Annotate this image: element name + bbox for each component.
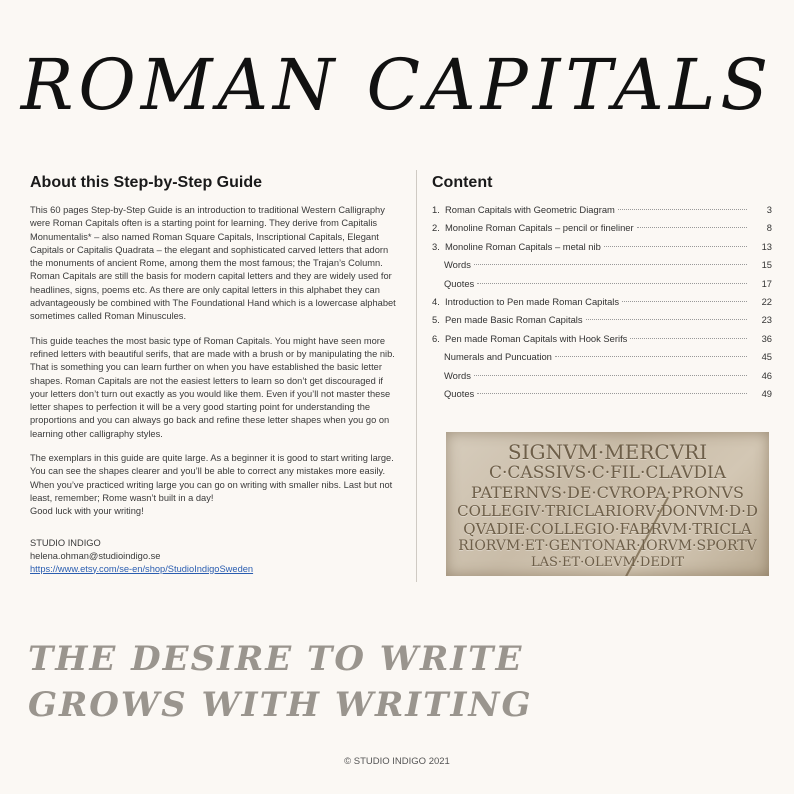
inscription-line: LAS·ET·OLEVM·DEDIT <box>530 555 685 570</box>
toc-row <box>432 222 772 240</box>
toc-page-number: 13 <box>761 240 772 252</box>
toc-number: 3. <box>432 240 440 252</box>
toc-row <box>432 259 772 277</box>
about-heading: About this Step-by-Step Guide <box>30 174 262 191</box>
about-section <box>30 174 402 576</box>
toc-page-number: 46 <box>761 369 772 381</box>
about-paragraph: This 60 pages Step-by-Step Guide is an introduction to traditional Western Calligraphy were Roman Capitals often is a starting point for learning. They derive from Capitalis Monumentalis* – also named Roman Square Capitals, Inscriptional Capitals, Elegant Capitals or Capitalis Quadrata – the elegant and sophisticated carved letters that adorn the monuments of ancient Rome, among them the most famous; the Trajan’s Column. Roman Capitals are still the basis for modern capital letters and they are widely used for headlines, signs, poems etc. As there are only capital letters in this alphabet they can advantageously be combined with The Foundational Hand which is a lowercase alphabet sometimes called Roman Minuscules. <box>30 205 396 322</box>
toc-row <box>432 296 772 314</box>
toc-page-number: 45 <box>761 351 772 363</box>
about-paragraph: This guide teaches the most basic type of Roman Capitals. You might have seen more refined letters with beautiful serifs, that are made with a brush or by manipulating the nib. That is something you can learn further on when you have established the basic letter shapes. Roman Capitals are not the easiest letters to learn so don’t get discouraged if your letters don’t turn out exactly as you would like them. Even if you’ll not master these letter shapes to perfection it will be a very good starting point for understanding the proportions and you can always go back and refine these letter shapes when you go on learning other calligraphy styles. <box>30 335 395 439</box>
contact-block <box>30 537 402 576</box>
toc-row <box>432 241 772 259</box>
roman-inscription-image <box>446 432 769 576</box>
toc-title: Introduction to Pen made Roman Capitals <box>445 295 620 307</box>
toc-title: Words <box>444 259 471 271</box>
toc-leader-dots <box>586 319 747 320</box>
inscription-line: RIORVM·ET·GENTONAR·IORVM·SPORTV <box>458 538 757 554</box>
toc-leader-dots <box>637 227 747 228</box>
toc-leader-dots <box>618 209 747 210</box>
table-of-contents <box>432 204 772 406</box>
toc-row <box>432 314 772 332</box>
about-paragraph: The exemplars in this guide are quite large. As a beginner it is good to start writing large. You can see the shapes clearer and you’ll be able to correct any mistakes more easily. When you’ve practiced writing large you can go on writing with smaller nibs. Last but not least, remember; Rome wasn’t built in a day! <box>30 453 394 503</box>
shop-link[interactable]: https://www.etsy.com/se-en/shop/StudioIndigoSweden <box>30 563 254 574</box>
toc-page-number: 49 <box>761 387 772 399</box>
inscription-line: SIGNVM·MERCVRI <box>507 440 708 464</box>
toc-number: 4. <box>432 295 440 307</box>
page-title: ROMAN CAPITALS <box>20 44 774 126</box>
toc-page-number: 15 <box>761 259 772 271</box>
toc-row <box>432 370 772 388</box>
toc-title: Pen made Basic Roman Capitals <box>445 314 583 326</box>
toc-page-number: 8 <box>766 222 772 234</box>
email-text: helena.ohman@studioindigo.se <box>30 550 161 561</box>
copyright-footer: © STUDIO INDIGO 2021 <box>344 756 450 767</box>
toc-row <box>432 333 772 351</box>
toc-page-number: 3 <box>766 204 772 215</box>
toc-title: Numerals and Puncuation <box>444 351 552 363</box>
quote-line-1: THE DESIRE TO WRITE <box>28 639 524 679</box>
toc-leader-dots <box>474 375 747 376</box>
calligraphy-quote <box>28 636 533 728</box>
toc-leader-dots <box>477 393 747 394</box>
toc-leader-dots <box>474 264 747 265</box>
toc-number: 5. <box>432 314 440 326</box>
toc-number: 1. <box>432 204 440 215</box>
inscription-line: PATERNVS·DE·CVROPA·PRONVS <box>471 483 744 502</box>
toc-title: Quotes <box>444 387 475 399</box>
toc-page-number: 23 <box>761 314 772 326</box>
studio-name: STUDIO INDIGO <box>30 537 101 548</box>
toc-leader-dots <box>622 301 747 302</box>
toc-leader-dots <box>477 283 747 284</box>
stone-edge-shadow <box>446 432 769 576</box>
toc-leader-dots <box>604 246 747 247</box>
toc-page-number: 22 <box>761 295 772 307</box>
toc-row <box>432 351 772 369</box>
toc-leader-dots <box>555 356 747 357</box>
toc-page-number: 36 <box>761 332 772 344</box>
toc-title: Monoline Roman Capitals – metal nib <box>445 240 601 252</box>
quote-line-2: GROWS WITH WRITING <box>28 685 533 725</box>
inscription-line: QVADIE·COLLEGIO·FABRVM·TRICLA <box>463 520 752 538</box>
inscription-line: COLLEGIV·TRICLARIORV·DONVM·D·D <box>457 502 758 520</box>
toc-row <box>432 388 772 406</box>
toc-title: Words <box>444 369 471 381</box>
good-luck-text: Good luck with your writing! <box>30 506 144 517</box>
toc-title: Quotes <box>444 277 475 289</box>
content-section <box>432 174 772 406</box>
toc-row <box>432 278 772 296</box>
toc-number: 2. <box>432 222 440 234</box>
toc-number: 6. <box>432 332 440 344</box>
content-heading: Content <box>432 174 493 191</box>
inscription-line: C·CASSIVS·C·FIL·CLAVDIA <box>489 463 726 483</box>
toc-row <box>432 204 772 222</box>
toc-leader-dots <box>630 338 747 339</box>
toc-title: Monoline Roman Capitals – pencil or fineliner <box>445 222 634 234</box>
toc-title: Roman Capitals with Geometric Diagram <box>445 204 615 215</box>
toc-page-number: 17 <box>761 277 772 289</box>
toc-title: Pen made Roman Capitals with Hook Serifs <box>445 332 628 344</box>
column-divider <box>416 170 417 582</box>
